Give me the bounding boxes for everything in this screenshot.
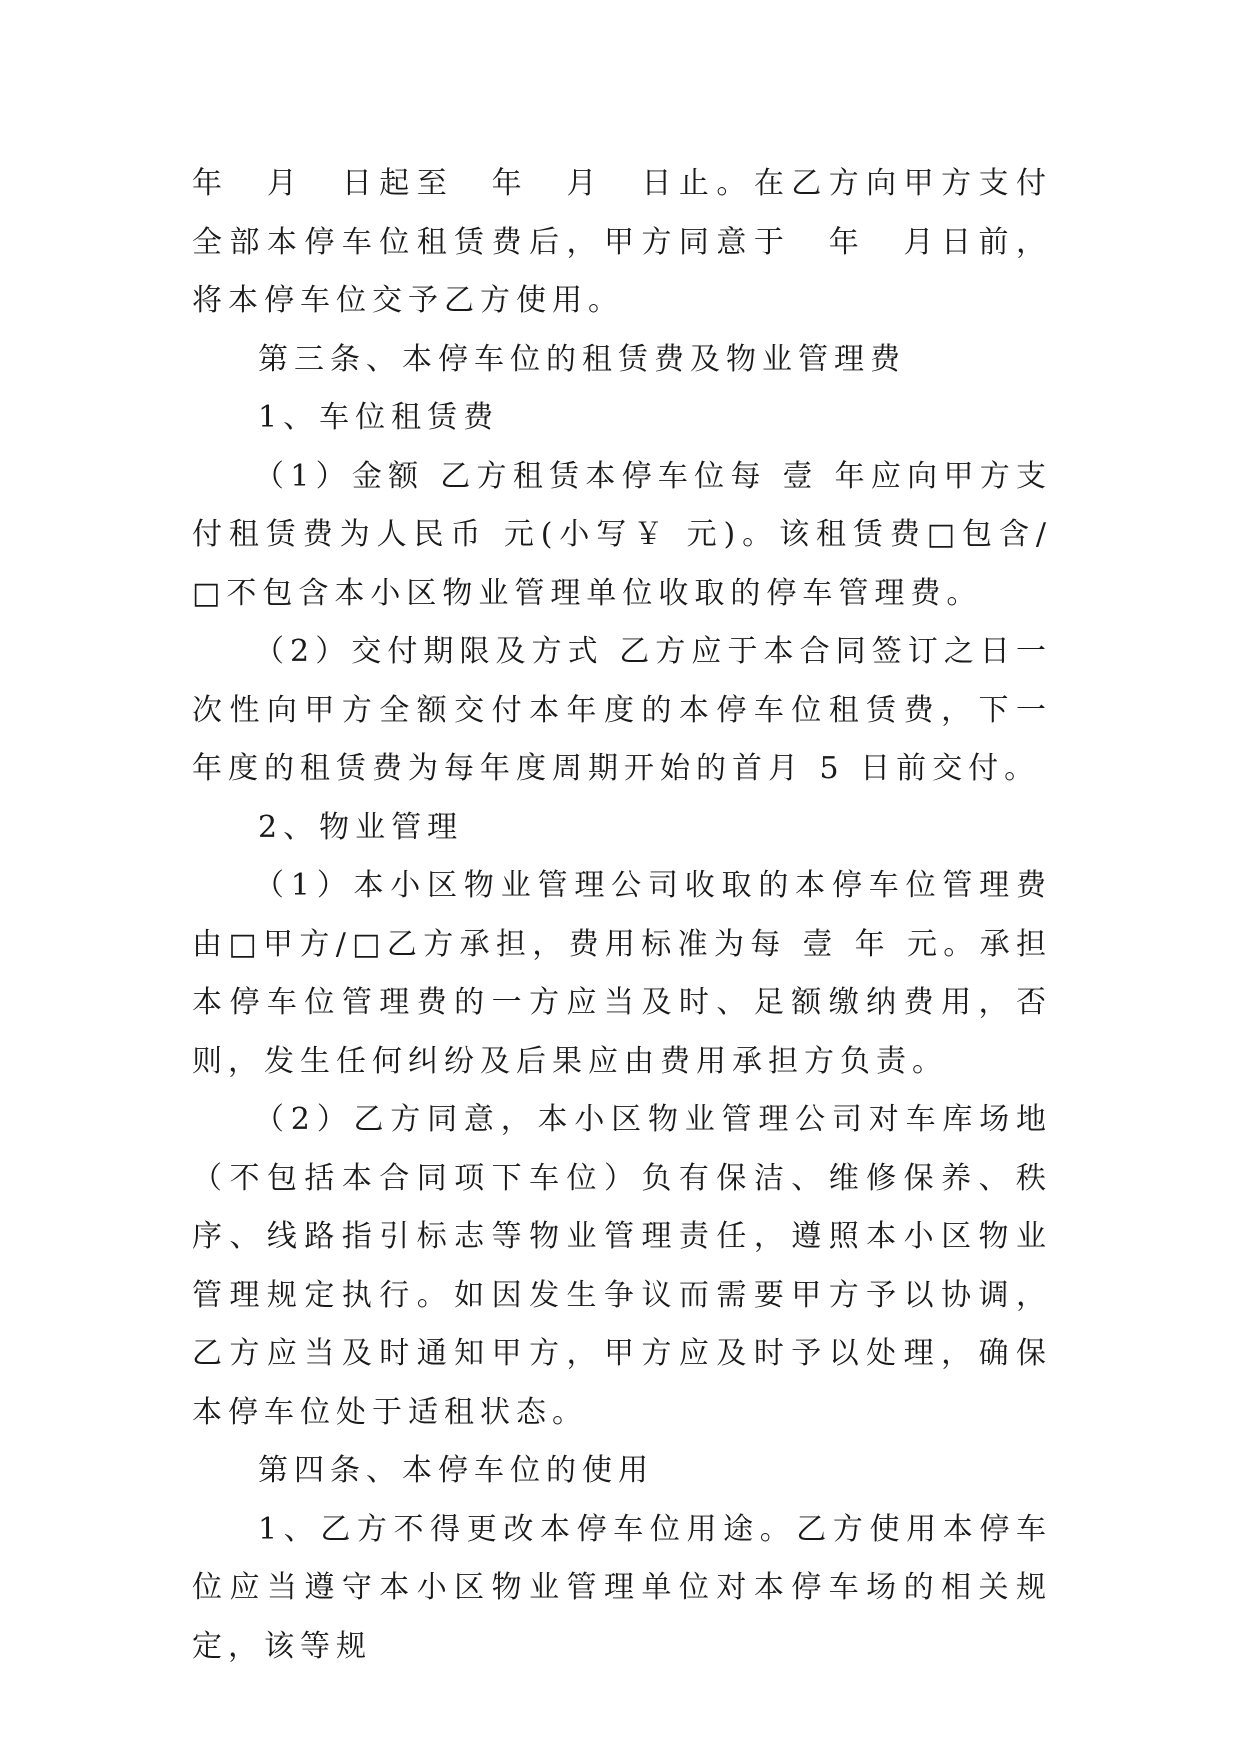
paragraph-management-responsibility: （2）乙方同意，本小区物业管理公司对车库场地（不包括本合同项下车位）负有保洁、维修保养、秩序、线路指引标志等物业管理责任，遵照本小区物业管理规定执行。如因发生争议而需要甲方予以协调，乙方应当及时通知甲方，甲方应及时予以处理，确保本停车位处于适租状态。 xyxy=(192,1102,1052,1430)
heading-parking-rent: 1、车位租赁费 xyxy=(258,400,500,435)
heading-property-management: 2、物业管理 xyxy=(258,809,464,845)
paragraph-management-fee: （1）本小区物业管理公司收取的本停车位管理费由□甲方/□乙方承担，费用标准为每 壹 年 元。承担本停车位管理费的一方应当及时、足额缴纳费用，否则，发生任何纠纷及后果应由费用承担方负责。 xyxy=(192,868,1052,1079)
paragraph-rent-amount: （1）金额 乙方租赁本停车位每 壹 年应向甲方支付租赁费为人民币 元(小写￥ 元)。该租赁费□包含/□不包含本小区物业管理单位收取的停车管理费。 xyxy=(192,458,1052,611)
paragraph-payment-terms: （2）交付期限及方式 乙方应于本合同签订之日一次性向甲方全额交付本年度的本停车位租赁费，下一年度的租赁费为每年度周期开始的首月 5 日前交付。 xyxy=(192,634,1052,786)
paragraph-lease-term: 年 月 日起至 年 月 日止。在乙方向甲方支付全部本停车位租赁费后，甲方同意于 年 月日前，将本停车位交予乙方使用。 xyxy=(192,166,1052,318)
heading-article-3: 第三条、本停车位的租赁费及物业管理费 xyxy=(258,341,906,377)
document-body xyxy=(192,155,1052,1676)
heading-article-4: 第四条、本停车位的使用 xyxy=(258,1453,654,1488)
paragraph-usage-rules: 1、乙方不得更改本停车位用途。乙方使用本停车位应当遵守本小区物业管理单位对本停车场的相关规定，该等规 xyxy=(192,1511,1052,1664)
